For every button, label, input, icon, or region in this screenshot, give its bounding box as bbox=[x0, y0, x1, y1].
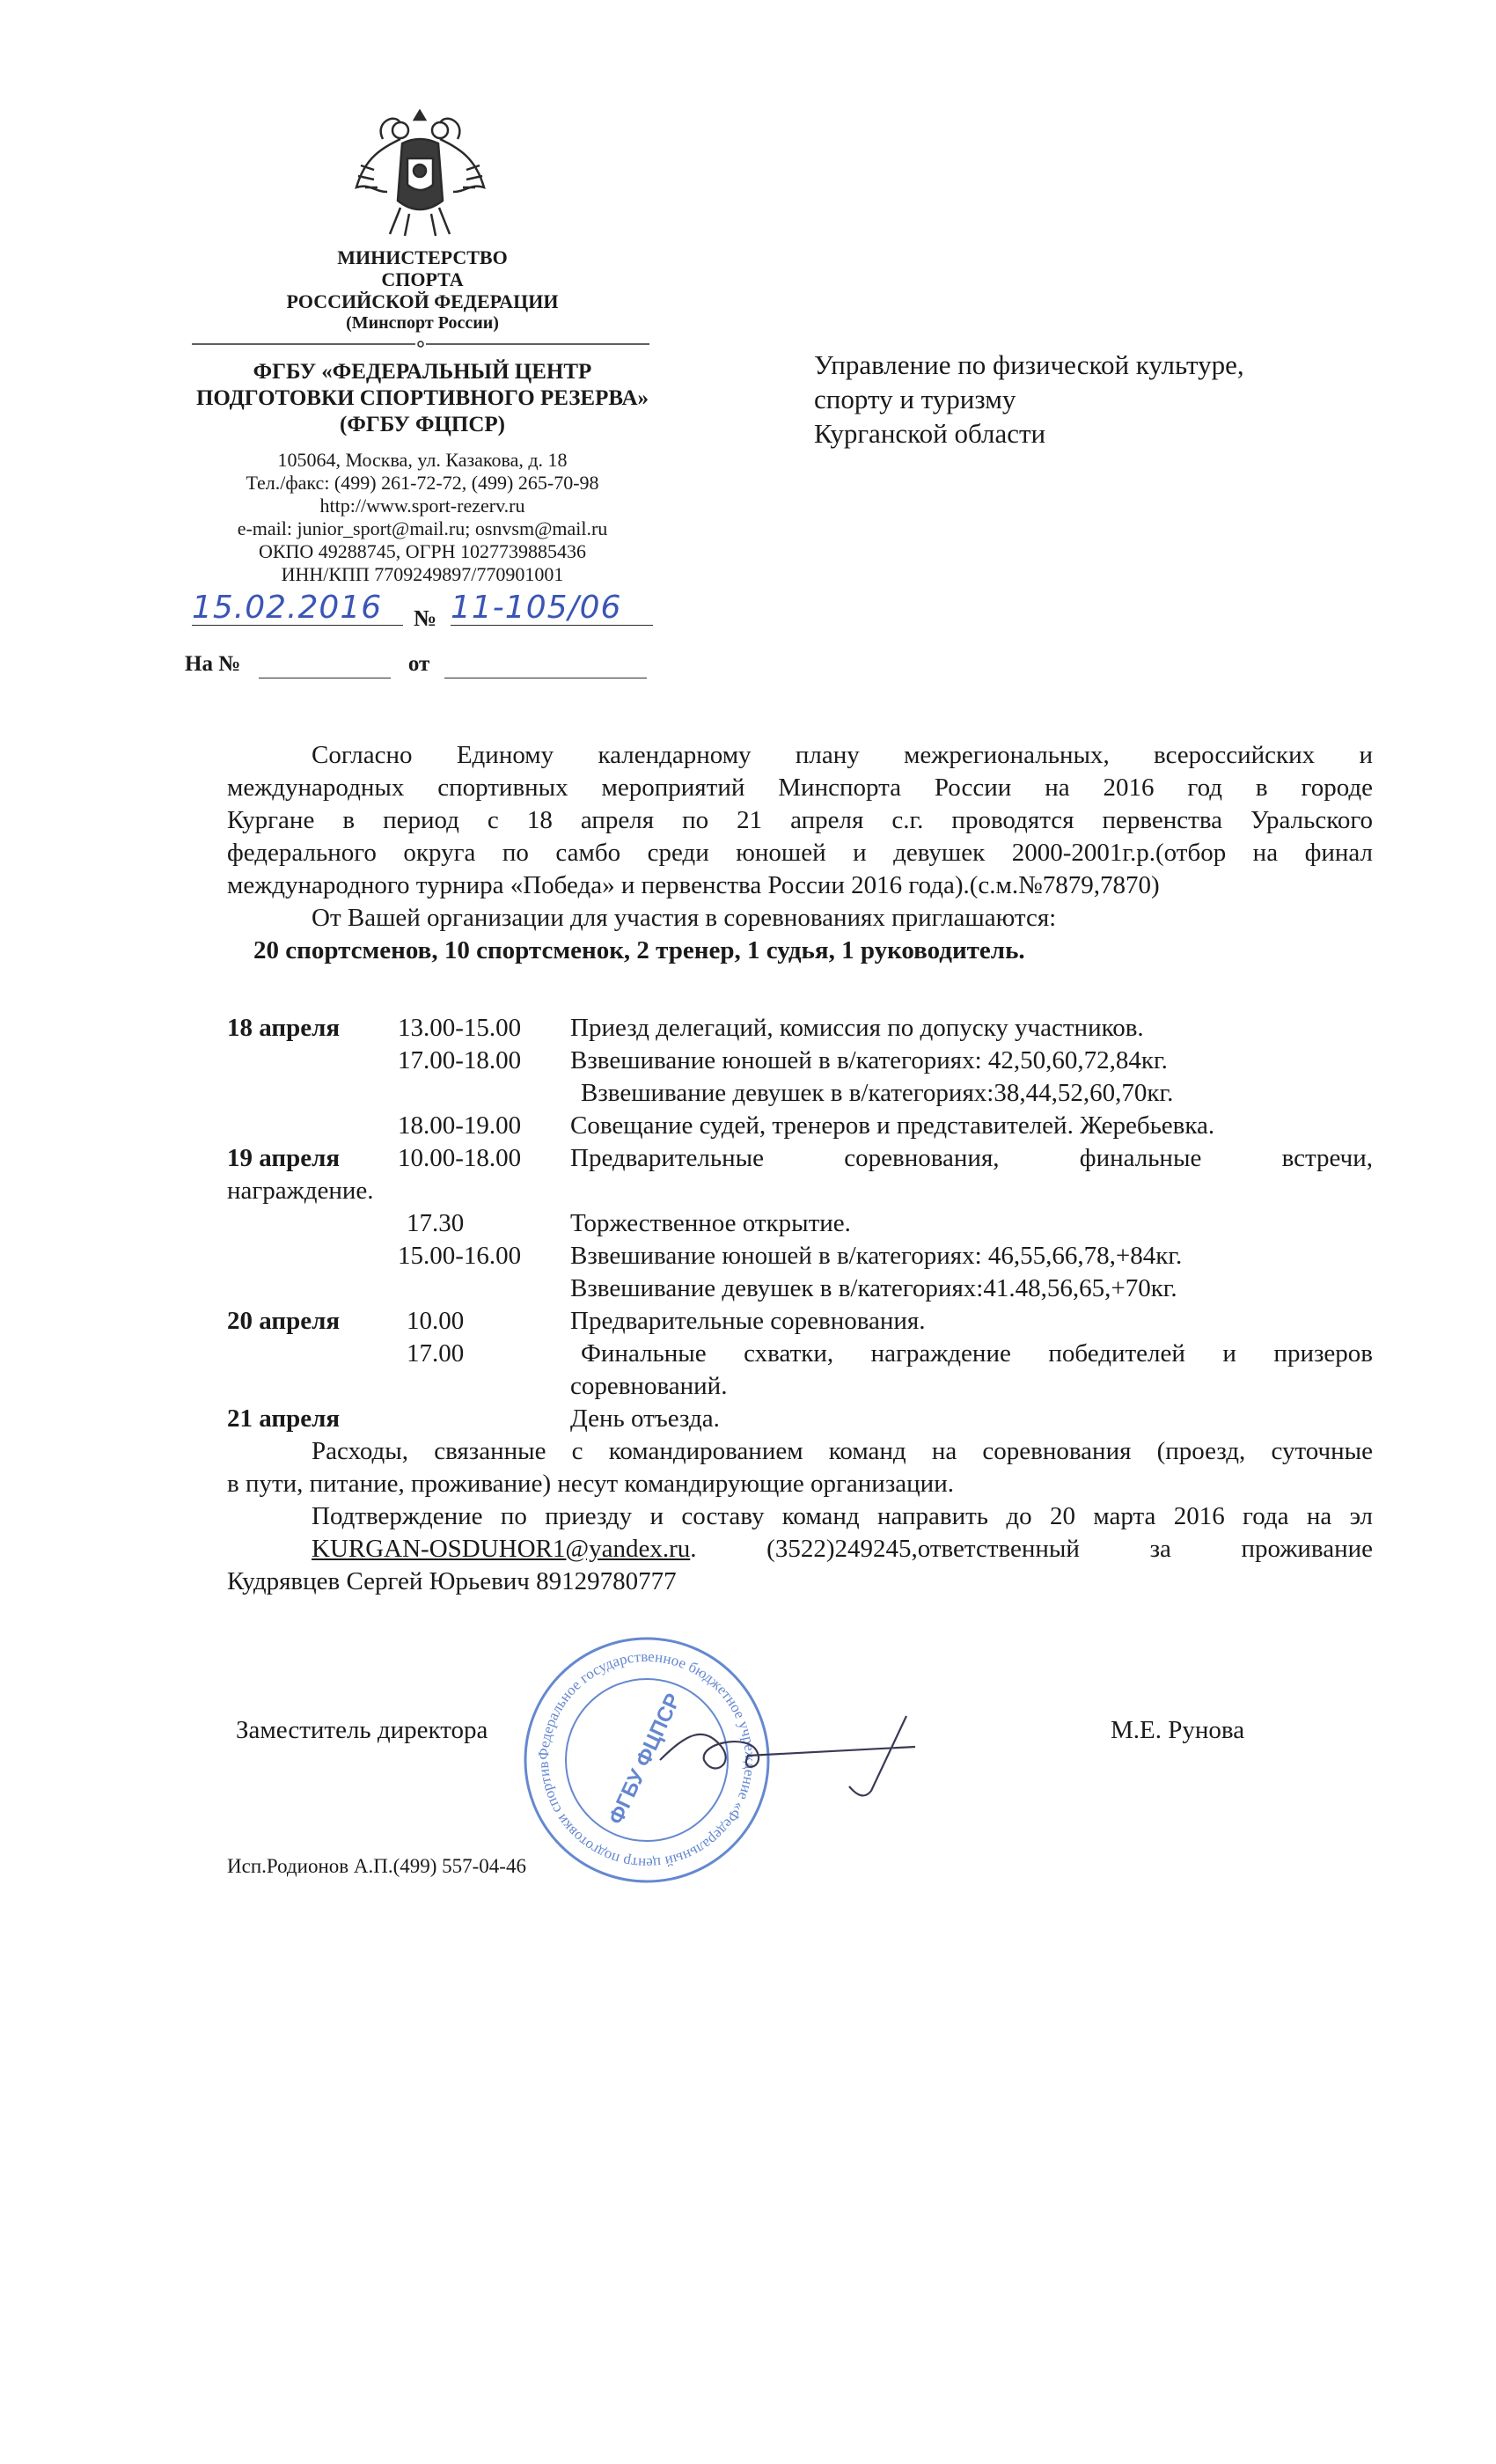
confirm-line-1: Подтверждение по приезду и составу команд направить до 20 марта 2016 года на эл bbox=[312, 1502, 1373, 1530]
intro-line-3: Кургане в период с 18 апреля по 21 апреля с.г. проводятся первенства Уральского bbox=[227, 806, 1373, 834]
schedule-event-cont: награждение. bbox=[227, 1177, 374, 1205]
org-okpo: ОКПО 49288745, ОГРН 1027739885436 bbox=[258, 540, 587, 562]
schedule-day-20: 20 апреля bbox=[227, 1307, 341, 1335]
outgoing-date: 15.02.2016 bbox=[192, 591, 403, 626]
org-name-line-2: ПОДГОТОВКИ СПОРТИВНОГО РЕЗЕРВА» bbox=[195, 386, 649, 410]
stamp-center-text: ФГБУ ФЦПСР bbox=[604, 1690, 686, 1829]
addressee-line-1: Управление по физической культуре, bbox=[814, 349, 1244, 380]
reply-number-label: На № bbox=[185, 652, 241, 676]
schedule-time: 17.00 bbox=[407, 1339, 465, 1368]
schedule-time: 10.00 bbox=[407, 1307, 465, 1335]
reply-date-blank bbox=[444, 651, 647, 678]
handwritten-signature bbox=[651, 1698, 942, 1804]
schedule-event: Взвешивание юношей в в/категориях: 46,55,66,78,+84кг. bbox=[570, 1242, 1183, 1270]
outgoing-number-label: № bbox=[414, 605, 437, 631]
schedule-event: Предварительные соревнования. bbox=[570, 1307, 926, 1335]
org-website: http://www.sport-rezerv.ru bbox=[319, 495, 525, 517]
confirm-phone-text: . (3522)249245,ответственный за проживание bbox=[690, 1535, 1373, 1563]
addressee-line-2: спорту и туризму bbox=[814, 384, 1016, 414]
executor-info: Исп.Родионов А.П.(499) 557-04-46 bbox=[227, 1855, 526, 1877]
invitation-text: От Вашей организации для участия в соревнованиях приглашаются: bbox=[312, 904, 1057, 932]
reply-date-label: от bbox=[407, 652, 430, 676]
org-name-line-3: (ФГБУ ФЦПСР) bbox=[340, 413, 505, 436]
schedule-event: Взвешивание девушек в в/категориях:38,44,52,60,70кг. bbox=[581, 1079, 1174, 1107]
coat-of-arms-emblem bbox=[348, 104, 493, 245]
ministry-line-3: РОССИЙСКОЙ ФЕДЕРАЦИИ bbox=[286, 290, 559, 312]
schedule-event: День отъезда. bbox=[570, 1404, 720, 1433]
schedule-time: 17.30 bbox=[407, 1209, 465, 1237]
intro-line-1: Согласно Единому календарному плану межрегиональных, всероссийских и bbox=[312, 741, 1373, 769]
intro-line-4: федерального округа по самбо среди юношей и девушек 2000-2001г.р.(отбор на финал bbox=[227, 839, 1373, 867]
schedule-event-cont: соревнований. bbox=[570, 1372, 728, 1400]
participant-quota: 20 спортсменов, 10 спортсменок, 2 тренер, 1 судья, 1 руководитель. bbox=[253, 936, 1025, 964]
schedule-time: 10.00-18.00 bbox=[398, 1144, 522, 1172]
org-name-line-1: ФГБУ «ФЕДЕРАЛЬНЫЙ ЦЕНТР bbox=[253, 360, 592, 384]
ministry-line-2: СПОРТА bbox=[381, 268, 464, 290]
intro-line-2: международных спортивных мероприятий Минспорта России на 2016 год в городе bbox=[227, 774, 1373, 802]
signer-name: М.Е. Рунова bbox=[1111, 1716, 1245, 1744]
intro-line-5: международного турнира «Победа» и первенства России 2016 года).(с.м.№7879,7870) bbox=[227, 871, 1160, 899]
schedule-event: Взвешивание девушек в в/категориях:41.48,56,65,+70кг. bbox=[570, 1274, 1177, 1302]
outgoing-number: 11-105/06 bbox=[451, 591, 653, 626]
schedule-day-21: 21 апреля bbox=[227, 1404, 341, 1433]
reply-number-blank bbox=[259, 651, 391, 678]
org-phone: Тел./факс: (499) 261-72-72, (499) 265-70-98 bbox=[246, 472, 599, 494]
schedule-time: 13.00-15.00 bbox=[398, 1014, 522, 1042]
schedule-day-19: 19 апреля bbox=[227, 1144, 341, 1172]
org-email: e-mail: junior_sport@mail.ru; osnvsm@mail.ru bbox=[237, 517, 608, 539]
expenses-line-1: Расходы, связанные с командированием команд на соревнования (проезд, суточные bbox=[312, 1437, 1373, 1465]
header-divider bbox=[192, 338, 649, 350]
addressee-line-3: Курганской области bbox=[814, 418, 1046, 449]
schedule-time: 17.00-18.00 bbox=[398, 1046, 522, 1074]
contact-email-link[interactable]: KURGAN-OSDUHOR1@yandex.ru bbox=[312, 1535, 691, 1563]
stamp-ring-text: Федеральное государственное бюджетное учреждение «Федеральный центр подготовки спортив bbox=[534, 1647, 759, 1873]
schedule-time: 18.00-19.00 bbox=[398, 1111, 522, 1140]
schedule-time: 15.00-16.00 bbox=[398, 1242, 522, 1270]
schedule-day-18: 18 апреля bbox=[227, 1014, 341, 1042]
schedule-event: Взвешивание юношей в в/категориях: 42,50,60,72,84кг. bbox=[570, 1046, 1168, 1074]
schedule-event: Совещание судей, тренеров и представителей. Жеребьевка. bbox=[570, 1111, 1215, 1140]
schedule-event: Предварительные соревнования, финальные встречи, bbox=[570, 1144, 1373, 1172]
schedule-event: Финальные схватки, награждение победителей и призеров bbox=[581, 1339, 1373, 1368]
confirm-contact-person: Кудрявцев Сергей Юрьевич 89129780777 bbox=[227, 1567, 677, 1595]
expenses-line-2: в пути, питание, проживание) несут командирующие организации. bbox=[227, 1470, 954, 1498]
schedule-event: Торжественное открытие. bbox=[570, 1209, 851, 1237]
org-address: 105064, Москва, ул. Казакова, д. 18 bbox=[277, 449, 568, 471]
org-inn: ИНН/КПП 7709249897/770901001 bbox=[281, 563, 564, 585]
signer-title: Заместитель директора bbox=[236, 1716, 488, 1744]
ministry-line-1: МИНИСТЕРСТВО bbox=[337, 246, 508, 268]
ministry-line-4: (Минспорт России) bbox=[346, 313, 499, 333]
schedule-event: Приезд делегаций, комиссия по допуску участников. bbox=[570, 1014, 1144, 1042]
